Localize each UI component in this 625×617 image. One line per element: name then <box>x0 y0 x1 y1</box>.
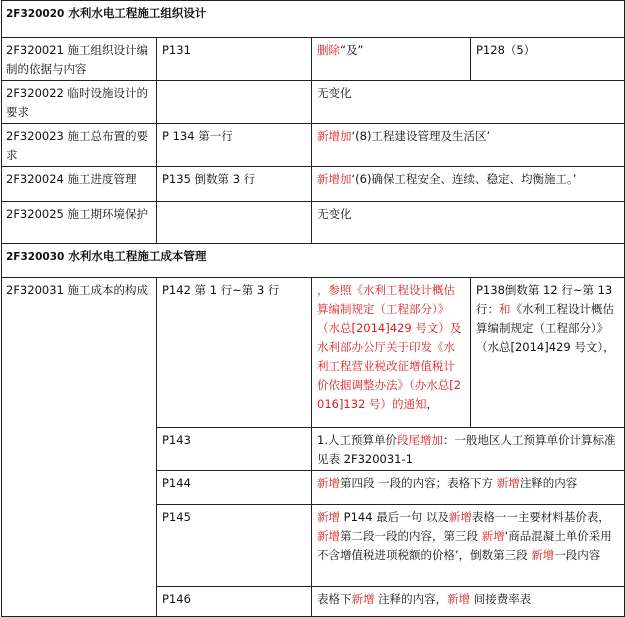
page-cell <box>157 124 312 167</box>
page-cell <box>157 202 312 244</box>
page-text: P146 <box>162 592 191 606</box>
change-text: P144 最后一句 以及 <box>340 510 449 524</box>
page-text: P143 <box>162 433 191 447</box>
page-text: P142 第 1 行~第 3 行 <box>162 283 280 297</box>
change-text: 注释的内容 <box>519 476 578 490</box>
item-cell <box>2 202 157 244</box>
change-text-red: 段尾增加 <box>396 433 443 447</box>
item-cell <box>2 81 157 124</box>
old-text: P138倒数第 12 行~第 13行： <box>476 283 613 316</box>
change-label: 新增加 <box>317 172 352 186</box>
change-text: “及” <box>340 43 364 57</box>
page-cell <box>157 278 312 428</box>
page-text: P144 <box>162 476 191 490</box>
change-text: 第四段 一段的内容；表格下方 <box>340 476 497 490</box>
change-cell <box>312 471 625 505</box>
section-header <box>2 1 625 38</box>
change-text: 第二段一段的内容，第三段 <box>340 529 482 543</box>
change-text-red: ，参照 <box>317 283 352 297</box>
change-text-red: 新增 <box>317 529 340 543</box>
old-cell <box>471 38 625 81</box>
item-text: 2F320022 临时设施设计的要求 <box>6 86 148 119</box>
section-code: 2F320030 <box>6 251 65 263</box>
page-cell <box>157 81 312 124</box>
section-code: 2F320020 <box>6 8 65 20</box>
item-cell <box>2 167 157 202</box>
item-text: 2F320025 施工期环境保护 <box>6 207 148 221</box>
table-row <box>2 278 625 428</box>
table-row <box>2 81 625 124</box>
item-cell <box>2 278 157 617</box>
change-text: 无变化 <box>317 86 352 100</box>
table-row <box>2 124 625 167</box>
item-text: 2F320021 施工组织设计编制的依据与内容 <box>6 43 148 76</box>
page-cell <box>157 428 312 471</box>
item-text: 2F320031 施工成本的构成 <box>6 283 148 297</box>
page-text: P131 <box>162 43 191 57</box>
change-text: ‘商品混凝土单价采用不含增值税进项税额的价格’，倒数第三段 <box>317 529 612 562</box>
page-text: P135 倒数第 3 行 <box>162 172 256 186</box>
change-text: 间接费率表 <box>470 592 532 606</box>
change-text-red: 新增 <box>496 476 520 490</box>
section-title: 水利水电工程施工组织设计 <box>68 6 207 20</box>
change-text: 注释的内容， <box>374 592 448 606</box>
section-title: 水利水电工程施工成本管理 <box>68 249 207 263</box>
page-cell <box>157 505 312 587</box>
change-cell <box>312 81 625 124</box>
change-text: ‘(6)确保工程安全、连续、稳定、均衡施工。’ <box>351 172 577 186</box>
change-text: 表格下 <box>317 592 352 606</box>
section-header-row <box>2 244 625 278</box>
change-text-red: 新增 <box>481 529 505 543</box>
change-text: 无变化 <box>317 207 352 221</box>
change-cell <box>312 278 471 428</box>
old-text: 《水利工程设计概估算编制规定（工程部分）》（水总[2014]429 号文）， <box>476 302 615 354</box>
change-cell <box>312 202 625 244</box>
section-header-row <box>2 1 625 38</box>
old-cell <box>471 278 625 428</box>
change-cell <box>312 38 471 81</box>
item-cell <box>2 124 157 167</box>
change-text-red: 新增 <box>447 592 471 606</box>
page-cell <box>157 587 312 617</box>
change-text-red: 新增 <box>531 548 555 562</box>
old-text: P128（5） <box>476 43 536 57</box>
change-text-red: 新增 <box>317 510 340 524</box>
change-text: ， <box>426 397 439 411</box>
table-row <box>2 38 625 81</box>
item-text: 2F320024 施工进度管理 <box>6 172 137 186</box>
change-text: ：一般地区人工预算单价计算标准见表 2F320031-1 <box>317 433 616 466</box>
change-text: 表格一一主要材料基价表， <box>471 510 610 524</box>
change-label: 删除 <box>317 43 340 57</box>
change-cell <box>312 587 625 617</box>
change-text: 1.人工预算单价 <box>317 433 397 447</box>
section-header <box>2 244 625 278</box>
change-text-red: 新增 <box>448 510 472 524</box>
change-text-red: 《水利工程设计概估算编制规定（工程部分）》（水总[2014]429 号文） <box>317 283 455 335</box>
change-text-red: 新增 <box>351 592 375 606</box>
change-cell <box>312 167 625 202</box>
page-text: P 134 第一行 <box>162 129 233 143</box>
page-cell <box>157 167 312 202</box>
page-cell <box>157 38 312 81</box>
change-cell <box>312 505 625 587</box>
change-text: ‘(8)工程建设管理及生活区’ <box>351 129 491 143</box>
item-cell <box>2 38 157 81</box>
change-text: 一段内容 <box>554 548 601 562</box>
change-cell <box>312 124 625 167</box>
change-cell <box>312 428 625 471</box>
change-text-red: 及水利部办公厅关于印发《水利工程营业税改征增值税计价依据调整办法》（办水总[2016]132 号）的通知 <box>317 321 462 411</box>
old-text-red: 和 <box>499 302 511 316</box>
change-table <box>1 0 625 617</box>
page-text: P145 <box>162 510 191 524</box>
change-text-red: 新增 <box>317 476 340 490</box>
table-row <box>2 167 625 202</box>
page-cell <box>157 471 312 505</box>
table-row <box>2 202 625 244</box>
change-label: 新增加 <box>317 129 352 143</box>
item-text: 2F320023 施工总布置的要求 <box>6 129 148 162</box>
